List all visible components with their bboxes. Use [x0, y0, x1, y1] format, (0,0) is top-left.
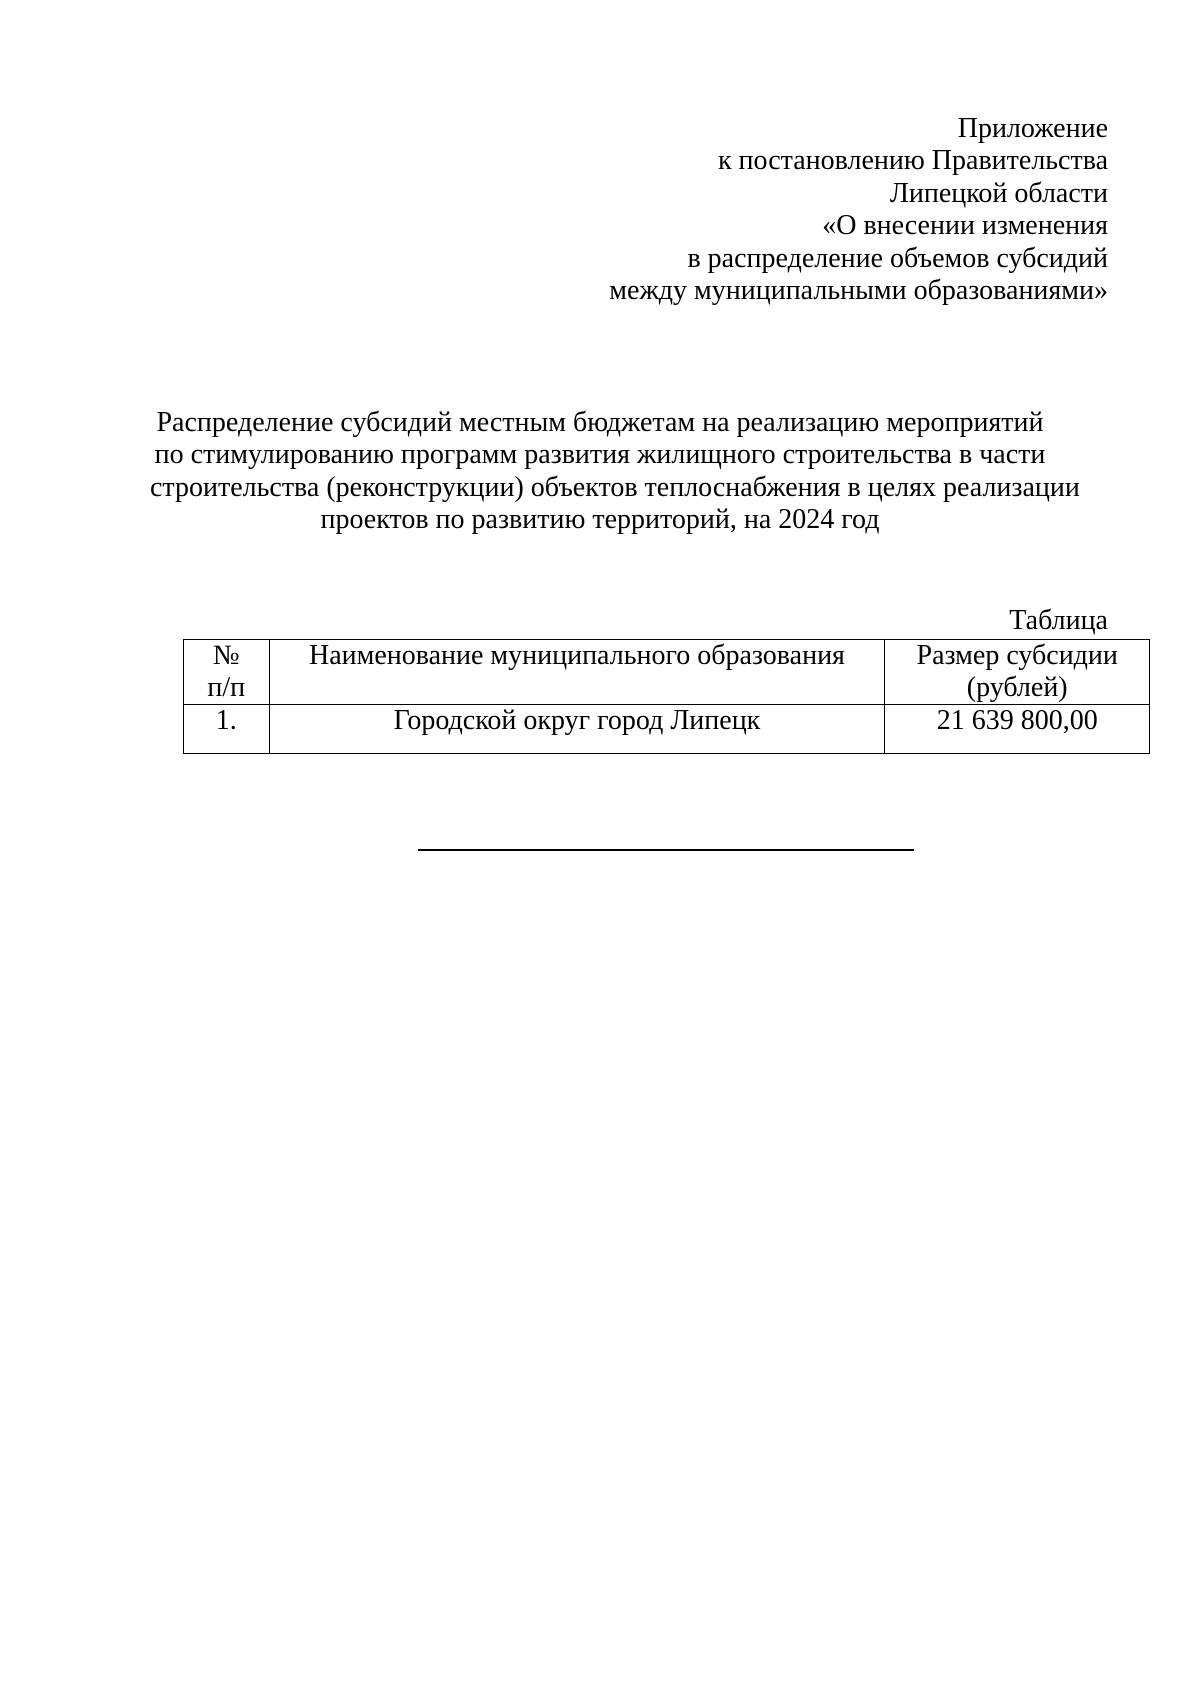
title-line: строительства (реконструкции) объектов теплоснабжения в целях реализации	[150, 471, 1080, 503]
title-line: проектов по развитию территорий, на 2024 год	[320, 504, 880, 536]
header-amount-line2: (рублей)	[966, 672, 1068, 703]
subsidy-table	[183, 639, 1150, 754]
appendix-line: Липецкой области	[889, 177, 1108, 209]
table-label: Таблица	[1009, 605, 1108, 636]
appendix-line: в распределение объемов субсидий	[687, 242, 1108, 274]
closing-divider	[418, 849, 914, 851]
table-header-row	[184, 640, 1150, 705]
cell-number: 1.	[184, 705, 270, 754]
appendix-line: между муниципальными образованиями»	[609, 275, 1108, 307]
header-number-line1: №	[212, 640, 240, 671]
cell-municipality: Городской округ город Липецк	[269, 705, 885, 754]
header-amount	[885, 640, 1150, 705]
table-row	[184, 705, 1150, 754]
appendix-line: к постановлению Правительства	[717, 145, 1108, 177]
title-line: Распределение субсидий местным бюджетам на реализацию мероприятий	[156, 407, 1044, 438]
header-amount-line1: Размер субсидии	[916, 640, 1118, 671]
header-municipality: Наименование муниципального образования	[269, 640, 885, 705]
document-title	[150, 407, 1080, 537]
appendix-line: «О внесении изменения	[822, 210, 1108, 242]
appendix-header	[468, 113, 1108, 307]
header-number-line2: п/п	[207, 672, 246, 703]
appendix-line: Приложение	[957, 113, 1108, 144]
header-number	[184, 640, 270, 705]
title-line: по стимулированию программ развития жилищного строительства в части	[154, 439, 1046, 471]
cell-amount: 21 639 800,00	[885, 705, 1150, 754]
